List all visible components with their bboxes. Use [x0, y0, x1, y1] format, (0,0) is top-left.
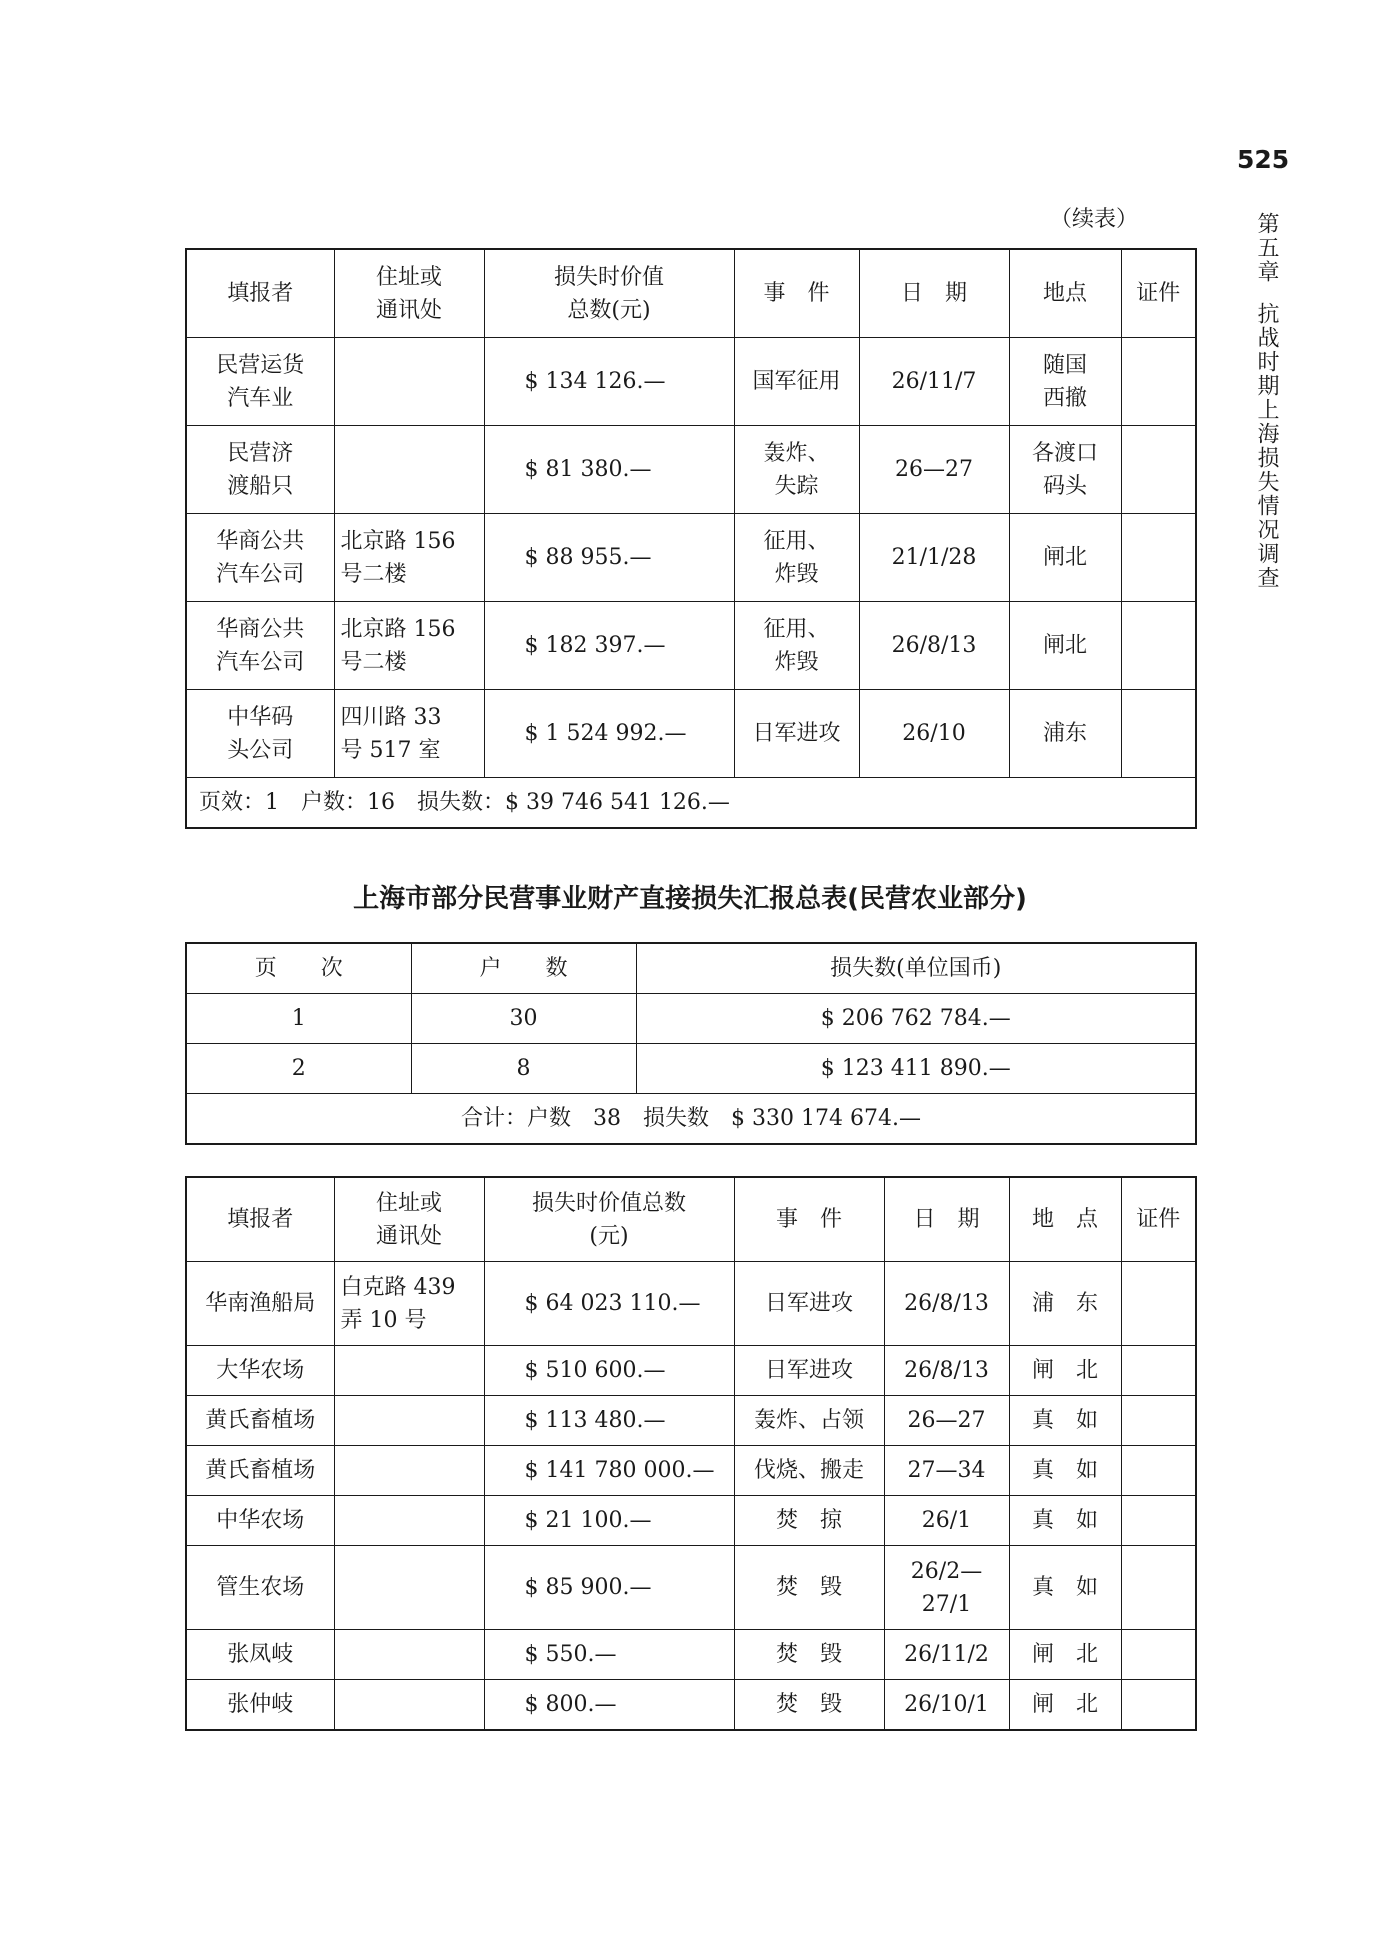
reporter-cell: 民营运货 汽车业	[186, 338, 334, 426]
table-row	[186, 1496, 1196, 1546]
col-header: 住址或 通讯处	[334, 1177, 484, 1262]
event-cell: 焚 毁	[734, 1546, 884, 1630]
section-title: 上海市部分民营事业财产直接损失汇报总表(民营农业部分)	[353, 884, 1027, 914]
table-row	[186, 690, 1196, 778]
table-row	[186, 1630, 1196, 1680]
address-cell: 北京路 156 号二楼	[334, 602, 484, 690]
value-cell: $ 182 397.—	[484, 602, 734, 690]
col-header: 证件	[1121, 1177, 1196, 1262]
event-cell: 轰炸、占领	[734, 1396, 884, 1446]
address-cell	[334, 1346, 484, 1396]
certificate-cell	[1121, 1546, 1196, 1630]
summary-cell: 页效：1 户数：16 损失数：$ 39 746 541 126.—	[186, 778, 1196, 829]
place-cell: 随国 西撤	[1009, 338, 1121, 426]
date-cell: 21/1/28	[859, 514, 1009, 602]
place-cell: 闸 北	[1009, 1630, 1121, 1680]
value-cell: $ 134 126.—	[484, 338, 734, 426]
table-total-row	[186, 1094, 1196, 1145]
certificate-cell	[1121, 1680, 1196, 1731]
col-header: 损失时价值总数 (元)	[484, 1177, 734, 1262]
place-cell: 各渡口 码头	[1009, 426, 1121, 514]
certificate-cell	[1121, 690, 1196, 778]
event-cell: 日军进攻	[734, 1262, 884, 1346]
certificate-cell	[1121, 426, 1196, 514]
place-cell: 真 如	[1009, 1496, 1121, 1546]
reporter-cell: 中华码 头公司	[186, 690, 334, 778]
reporter-cell: 华南渔船局	[186, 1262, 334, 1346]
place-cell: 闸 北	[1009, 1346, 1121, 1396]
reporter-cell: 大华农场	[186, 1346, 334, 1396]
col-header: 地点	[1009, 249, 1121, 338]
address-cell	[334, 1496, 484, 1546]
value-cell: $ 141 780 000.—	[484, 1446, 734, 1496]
table-row	[186, 1262, 1196, 1346]
table-row	[186, 426, 1196, 514]
value-cell: $ 550.—	[484, 1630, 734, 1680]
col-header: 地 点	[1009, 1177, 1121, 1262]
table-row	[186, 338, 1196, 426]
col-header: 住址或 通讯处	[334, 249, 484, 338]
page-cell: 2	[186, 1044, 411, 1094]
page-number: 525	[1237, 145, 1290, 174]
value-cell: $ 81 380.—	[484, 426, 734, 514]
event-cell: 日军进攻	[734, 1346, 884, 1396]
col-header: 填报者	[186, 249, 334, 338]
col-header: 户 数	[411, 943, 636, 994]
col-header: 损失时价值 总数(元)	[484, 249, 734, 338]
event-cell: 伐烧、搬走	[734, 1446, 884, 1496]
address-cell	[334, 1546, 484, 1630]
reporter-cell: 华商公共 汽车公司	[186, 514, 334, 602]
certificate-cell	[1121, 1446, 1196, 1496]
place-cell: 闸北	[1009, 602, 1121, 690]
address-cell: 白克路 439 弄 10 号	[334, 1262, 484, 1346]
col-header: 日 期	[859, 249, 1009, 338]
table-row	[186, 994, 1196, 1044]
certificate-cell	[1121, 1496, 1196, 1546]
place-cell: 真 如	[1009, 1396, 1121, 1446]
col-header: 证件	[1121, 249, 1196, 338]
event-cell: 征用、 炸毁	[734, 514, 859, 602]
reporter-cell: 张凤岐	[186, 1630, 334, 1680]
reporter-cell: 张仲岐	[186, 1680, 334, 1731]
chapter-title: 抗战时期上海损失情况调查	[1254, 302, 1279, 590]
value-cell: $ 510 600.—	[484, 1346, 734, 1396]
event-cell: 日军进攻	[734, 690, 859, 778]
table-row	[186, 1446, 1196, 1496]
table-header-row	[186, 249, 1196, 338]
reporter-cell: 黄氏畜植场	[186, 1396, 334, 1446]
value-cell: $ 64 023 110.—	[484, 1262, 734, 1346]
loss-table-continued	[185, 248, 1197, 829]
table-header-row	[186, 1177, 1196, 1262]
event-cell: 征用、 炸毁	[734, 602, 859, 690]
table-row	[186, 1044, 1196, 1094]
col-header: 事 件	[734, 1177, 884, 1262]
certificate-cell	[1121, 1262, 1196, 1346]
event-cell: 国军征用	[734, 338, 859, 426]
reporter-cell: 黄氏畜植场	[186, 1446, 334, 1496]
date-cell: 26—27	[884, 1396, 1009, 1446]
table-row	[186, 514, 1196, 602]
col-header: 日 期	[884, 1177, 1009, 1262]
date-cell: 26/8/13	[884, 1262, 1009, 1346]
address-cell	[334, 426, 484, 514]
value-cell: $ 113 480.—	[484, 1396, 734, 1446]
table-footer-row	[186, 778, 1196, 829]
chapter-label: 第五章	[1254, 212, 1279, 284]
value-cell: $ 85 900.—	[484, 1546, 734, 1630]
table-row	[186, 1396, 1196, 1446]
value-cell: $ 88 955.—	[484, 514, 734, 602]
reporter-cell: 华商公共 汽车公司	[186, 602, 334, 690]
address-cell	[334, 1396, 484, 1446]
loss-cell: $ 123 411 890.—	[636, 1044, 1196, 1094]
certificate-cell	[1121, 1396, 1196, 1446]
place-cell: 浦 东	[1009, 1262, 1121, 1346]
households-cell: 8	[411, 1044, 636, 1094]
place-cell: 浦东	[1009, 690, 1121, 778]
value-cell: $ 1 524 992.—	[484, 690, 734, 778]
date-cell: 26/11/2	[884, 1630, 1009, 1680]
col-header: 填报者	[186, 1177, 334, 1262]
place-cell: 真 如	[1009, 1446, 1121, 1496]
event-cell: 焚 毁	[734, 1630, 884, 1680]
date-cell: 26/10	[859, 690, 1009, 778]
certificate-cell	[1121, 1346, 1196, 1396]
event-cell: 焚 掠	[734, 1496, 884, 1546]
agriculture-loss-table	[185, 1176, 1197, 1731]
place-cell: 真 如	[1009, 1546, 1121, 1630]
table-row	[186, 602, 1196, 690]
address-cell	[334, 1630, 484, 1680]
households-cell: 30	[411, 994, 636, 1044]
loss-cell: $ 206 762 784.—	[636, 994, 1196, 1044]
date-cell: 26/10/1	[884, 1680, 1009, 1731]
date-cell: 26—27	[859, 426, 1009, 514]
certificate-cell	[1121, 602, 1196, 690]
date-cell: 26/8/13	[884, 1346, 1009, 1396]
continued-label: （续表）	[1050, 207, 1139, 232]
table-header-row	[186, 943, 1196, 994]
address-cell: 四川路 33 号 517 室	[334, 690, 484, 778]
reporter-cell: 中华农场	[186, 1496, 334, 1546]
event-cell: 焚 毁	[734, 1680, 884, 1731]
col-header: 页 次	[186, 943, 411, 994]
value-cell: $ 21 100.—	[484, 1496, 734, 1546]
date-cell: 27—34	[884, 1446, 1009, 1496]
event-cell: 轰炸、 失踪	[734, 426, 859, 514]
address-cell: 北京路 156 号二楼	[334, 514, 484, 602]
page-cell: 1	[186, 994, 411, 1044]
place-cell: 闸北	[1009, 514, 1121, 602]
date-cell: 26/11/7	[859, 338, 1009, 426]
certificate-cell	[1121, 338, 1196, 426]
address-cell	[334, 1680, 484, 1731]
table-row	[186, 1680, 1196, 1731]
col-header: 事 件	[734, 249, 859, 338]
address-cell	[334, 338, 484, 426]
total-cell: 合计：户数 38 损失数 $ 330 174 674.—	[186, 1094, 1196, 1145]
value-cell: $ 800.—	[484, 1680, 734, 1731]
col-header: 损失数(单位国币)	[636, 943, 1196, 994]
reporter-cell: 管生农场	[186, 1546, 334, 1630]
table-row	[186, 1346, 1196, 1396]
date-cell: 26/2— 27/1	[884, 1546, 1009, 1630]
certificate-cell	[1121, 514, 1196, 602]
address-cell	[334, 1446, 484, 1496]
summary-table	[185, 942, 1197, 1145]
side-chapter-heading	[1248, 212, 1280, 590]
place-cell: 闸 北	[1009, 1680, 1121, 1731]
table-row	[186, 1546, 1196, 1630]
reporter-cell: 民营济 渡船只	[186, 426, 334, 514]
certificate-cell	[1121, 1630, 1196, 1680]
date-cell: 26/8/13	[859, 602, 1009, 690]
date-cell: 26/1	[884, 1496, 1009, 1546]
